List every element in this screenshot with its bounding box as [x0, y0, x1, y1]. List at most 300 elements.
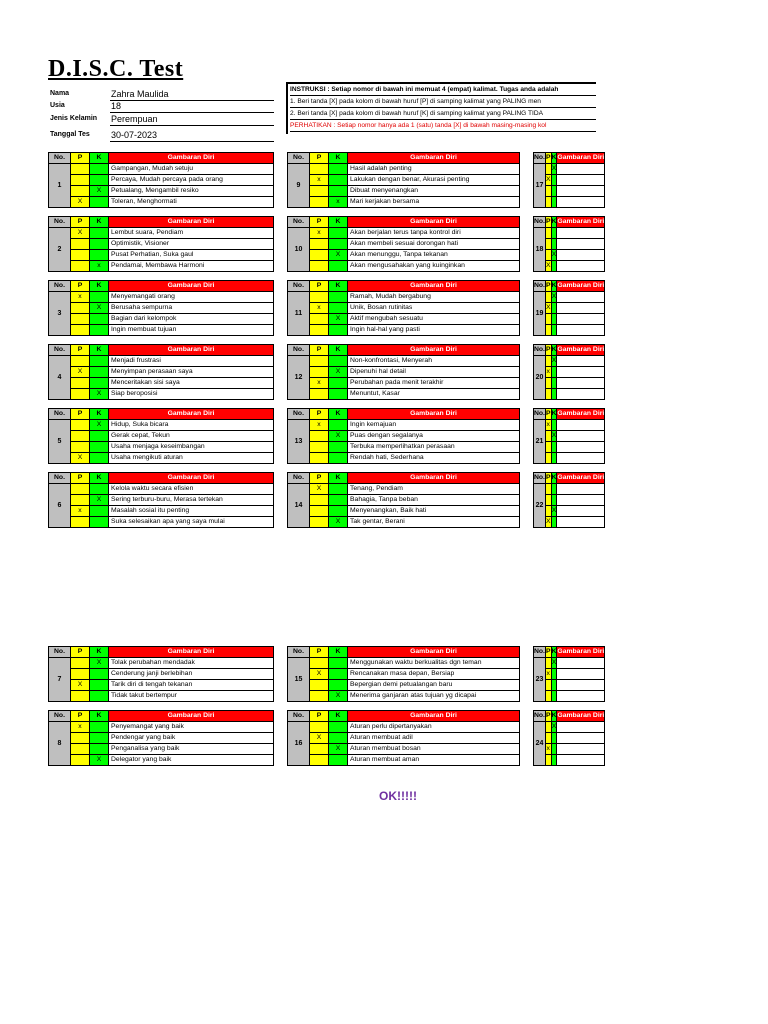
p-mark-cell[interactable]: x: [545, 669, 551, 680]
p-mark-cell[interactable]: [310, 261, 329, 272]
statement-text: Siap beroposisi: [109, 389, 274, 400]
statement-row: [49, 495, 274, 506]
header-p: P: [310, 711, 329, 722]
p-mark-cell[interactable]: x: [310, 420, 329, 431]
k-mark-cell[interactable]: X: [329, 744, 348, 755]
p-mark-cell[interactable]: [71, 250, 90, 261]
statement-text: [557, 755, 605, 766]
header-k: K: [329, 473, 348, 484]
p-mark-cell[interactable]: x: [310, 228, 329, 239]
header-no: No.: [49, 409, 71, 420]
statement-text: Aturan perlu dipertanyakan: [348, 722, 520, 733]
statement-text: Usaha menjaga keseimbangan: [109, 442, 274, 453]
header-k: K: [329, 711, 348, 722]
p-mark-cell[interactable]: x: [545, 420, 551, 431]
statement-row: [49, 325, 274, 336]
statement-text: Cenderung janji berlebihan: [109, 669, 274, 680]
statement-row: [288, 680, 520, 691]
k-mark-cell[interactable]: X: [90, 303, 109, 314]
k-mark-cell[interactable]: [329, 164, 348, 175]
header-p: P: [545, 473, 551, 484]
p-mark-cell[interactable]: X: [545, 175, 551, 186]
p-mark-cell[interactable]: X: [310, 733, 329, 744]
k-mark-cell[interactable]: X: [90, 389, 109, 400]
k-mark-cell[interactable]: [329, 420, 348, 431]
statement-row: [49, 420, 274, 431]
header-p: P: [71, 217, 90, 228]
question-number: 18: [534, 228, 546, 272]
p-mark-cell[interactable]: [310, 755, 329, 766]
info-value[interactable]: 18: [110, 100, 274, 113]
header-no: No.: [49, 281, 71, 292]
question-number: 12: [288, 356, 310, 400]
k-mark-cell[interactable]: X: [551, 250, 557, 261]
p-mark-cell[interactable]: [71, 495, 90, 506]
k-mark-cell[interactable]: [90, 250, 109, 261]
p-mark-cell[interactable]: [310, 431, 329, 442]
statement-text: Bagian dari kelompok: [109, 314, 274, 325]
p-mark-cell[interactable]: [310, 367, 329, 378]
statement-row: [534, 722, 605, 733]
p-mark-cell[interactable]: [310, 722, 329, 733]
k-mark-cell[interactable]: X: [329, 314, 348, 325]
k-mark-cell[interactable]: X: [90, 658, 109, 669]
statement-row: [288, 722, 520, 733]
header-gambaran-diri: Gambaran Diri: [348, 473, 520, 484]
header-p: P: [545, 281, 551, 292]
p-mark-cell[interactable]: X: [545, 261, 551, 272]
p-mark-cell[interactable]: x: [71, 506, 90, 517]
statement-row: [49, 722, 274, 733]
k-mark-cell[interactable]: [90, 228, 109, 239]
statement-text: Akan menunggu, Tanpa tekanan: [348, 250, 520, 261]
statement-row: [49, 744, 274, 755]
k-mark-cell[interactable]: X: [551, 164, 557, 175]
question-block-12: [287, 344, 520, 400]
p-mark-cell[interactable]: [310, 506, 329, 517]
p-mark-cell[interactable]: [71, 239, 90, 250]
k-mark-cell[interactable]: [329, 186, 348, 197]
k-mark-cell[interactable]: [90, 517, 109, 528]
k-mark-cell[interactable]: [90, 733, 109, 744]
statement-row: [49, 303, 274, 314]
k-mark-cell[interactable]: X: [329, 691, 348, 702]
k-mark-cell[interactable]: X: [329, 517, 348, 528]
k-mark-cell[interactable]: X: [90, 186, 109, 197]
p-mark-cell[interactable]: [310, 356, 329, 367]
k-mark-cell[interactable]: [90, 442, 109, 453]
question-block-4: [48, 344, 274, 400]
statement-text: Menggunakan waktu berkualitas dgn teman: [348, 658, 520, 669]
k-mark-cell[interactable]: X: [551, 356, 557, 367]
p-mark-cell[interactable]: [71, 186, 90, 197]
header-no: No.: [49, 473, 71, 484]
k-mark-cell[interactable]: X: [551, 431, 557, 442]
p-mark-cell[interactable]: [71, 261, 90, 272]
k-mark-cell[interactable]: [329, 669, 348, 680]
k-mark-cell[interactable]: X: [329, 250, 348, 261]
p-mark-cell[interactable]: [71, 325, 90, 336]
p-mark-cell[interactable]: X: [71, 367, 90, 378]
statement-text: [557, 484, 605, 495]
header-k: K: [551, 217, 557, 228]
p-mark-cell[interactable]: X: [71, 197, 90, 208]
header-gambaran-diri: Gambaran Diri: [557, 345, 605, 356]
p-mark-cell[interactable]: [310, 442, 329, 453]
statement-text: Dipenuhi hal detail: [348, 367, 520, 378]
k-mark-cell[interactable]: [90, 669, 109, 680]
statement-row: [288, 431, 520, 442]
header-p: P: [545, 711, 551, 722]
k-mark-cell[interactable]: X: [329, 367, 348, 378]
info-value[interactable]: Zahra Maulida: [110, 88, 274, 101]
p-mark-cell[interactable]: [310, 691, 329, 702]
p-mark-cell[interactable]: x: [545, 744, 551, 755]
header-k: K: [90, 281, 109, 292]
k-mark-cell[interactable]: [90, 484, 109, 495]
k-mark-cell[interactable]: [90, 356, 109, 367]
p-mark-cell[interactable]: [71, 691, 90, 702]
p-mark-cell[interactable]: [310, 325, 329, 336]
k-mark-cell[interactable]: [90, 453, 109, 464]
header-p: P: [545, 153, 551, 164]
p-mark-cell[interactable]: [310, 239, 329, 250]
statement-text: Tak gentar, Berani: [348, 517, 520, 528]
statement-text: [557, 239, 605, 250]
question-block-17: [533, 152, 605, 208]
statement-text: Perubahan pada menit terakhir: [348, 378, 520, 389]
header-no: No.: [288, 409, 310, 420]
statement-row: [49, 733, 274, 744]
statement-text: [557, 186, 605, 197]
k-mark-cell[interactable]: [90, 367, 109, 378]
k-mark-cell[interactable]: [90, 722, 109, 733]
header-k: K: [551, 711, 557, 722]
p-mark-cell[interactable]: [310, 389, 329, 400]
k-mark-cell[interactable]: [90, 314, 109, 325]
p-mark-cell[interactable]: x: [310, 175, 329, 186]
statement-text: Akan berjalan terus tanpa kontrol diri: [348, 228, 520, 239]
p-mark-cell[interactable]: x: [310, 378, 329, 389]
info-value[interactable]: 30-07-2023: [110, 129, 274, 142]
question-number: 13: [288, 420, 310, 464]
statement-text: Aturan membuat adil: [348, 733, 520, 744]
k-mark-cell[interactable]: [90, 431, 109, 442]
statement-row: [534, 658, 605, 669]
k-mark-cell[interactable]: [90, 744, 109, 755]
instruction-line-warning: PERHATIKAN : Setiap nomor hanya ada 1 (satu) tanda [X] di bawah masing-masing kol: [290, 120, 596, 132]
statement-text: Pendamai, Membawa Harmoni: [109, 261, 274, 272]
ok-label: OK!!!!!: [379, 789, 417, 803]
info-label: Tanggal Tes: [50, 131, 90, 138]
p-mark-cell[interactable]: [71, 389, 90, 400]
p-mark-cell[interactable]: [310, 658, 329, 669]
header-no: No.: [534, 153, 546, 164]
statement-text: Puas dengan segalanya: [348, 431, 520, 442]
p-mark-cell[interactable]: X: [71, 228, 90, 239]
k-mark-cell[interactable]: [329, 239, 348, 250]
statement-text: [557, 197, 605, 208]
header-k: K: [551, 345, 557, 356]
statement-row: [534, 164, 605, 175]
question-block-5: [48, 408, 274, 464]
statement-text: [557, 292, 605, 303]
header-p: P: [71, 153, 90, 164]
header-p: P: [310, 281, 329, 292]
statement-text: Penganalisa yang baik: [109, 744, 274, 755]
k-mark-cell[interactable]: [90, 680, 109, 691]
question-block-1: [48, 152, 274, 208]
p-mark-cell[interactable]: [310, 197, 329, 208]
statement-text: [557, 261, 605, 272]
k-mark-cell[interactable]: [90, 239, 109, 250]
statement-text: Ingin membuat tujuan: [109, 325, 274, 336]
p-mark-cell[interactable]: X: [310, 484, 329, 495]
k-mark-cell[interactable]: [329, 442, 348, 453]
p-mark-cell[interactable]: [71, 356, 90, 367]
k-mark-cell[interactable]: X: [551, 292, 557, 303]
k-mark-cell[interactable]: [90, 292, 109, 303]
p-mark-cell[interactable]: x: [545, 367, 551, 378]
p-mark-cell[interactable]: [71, 303, 90, 314]
p-mark-cell[interactable]: [71, 669, 90, 680]
p-mark-cell[interactable]: [71, 420, 90, 431]
question-block-3: [48, 280, 274, 336]
question-number: 4: [49, 356, 71, 400]
header-gambaran-diri: Gambaran Diri: [557, 409, 605, 420]
p-mark-cell[interactable]: [71, 658, 90, 669]
p-mark-cell[interactable]: [310, 744, 329, 755]
p-mark-cell[interactable]: [310, 292, 329, 303]
k-mark-cell[interactable]: X: [90, 755, 109, 766]
header-k: K: [329, 217, 348, 228]
p-mark-cell[interactable]: [310, 680, 329, 691]
info-label: Usia: [50, 102, 65, 109]
k-mark-cell[interactable]: x: [329, 197, 348, 208]
k-mark-cell[interactable]: [329, 378, 348, 389]
k-mark-cell[interactable]: X: [551, 722, 557, 733]
statement-text: Ramah, Mudah bergabung: [348, 292, 520, 303]
header-p: P: [545, 647, 551, 658]
p-mark-cell[interactable]: X: [545, 517, 551, 528]
statement-row: [49, 314, 274, 325]
p-mark-cell[interactable]: [71, 517, 90, 528]
header-p: P: [310, 345, 329, 356]
statement-row: [49, 292, 274, 303]
p-mark-cell[interactable]: [310, 250, 329, 261]
statement-row: [288, 658, 520, 669]
question-number: 21: [534, 420, 546, 464]
statement-row: [288, 691, 520, 702]
statement-row: [534, 356, 605, 367]
p-mark-cell[interactable]: [71, 378, 90, 389]
header-k: K: [90, 217, 109, 228]
p-mark-cell[interactable]: x: [71, 292, 90, 303]
info-label: Jenis Kelamin: [50, 115, 98, 122]
statement-text: Menyimpan perasaan saya: [109, 367, 274, 378]
p-mark-cell[interactable]: [310, 164, 329, 175]
statement-row: [49, 691, 274, 702]
k-mark-cell[interactable]: [329, 484, 348, 495]
p-mark-cell[interactable]: [71, 484, 90, 495]
header-gambaran-diri: Gambaran Diri: [109, 153, 274, 164]
k-mark-cell[interactable]: [329, 506, 348, 517]
question-block-10: [287, 216, 520, 272]
header-no: No.: [49, 217, 71, 228]
statement-text: [557, 175, 605, 186]
statement-text: Tolak perubahan mendadak: [109, 658, 274, 669]
statement-text: Toleran, Menghormati: [109, 197, 274, 208]
p-mark-cell[interactable]: [71, 164, 90, 175]
statement-text: Hasil adalah penting: [348, 164, 520, 175]
header-no: No.: [534, 409, 546, 420]
p-mark-cell[interactable]: x: [71, 722, 90, 733]
question-number: 11: [288, 292, 310, 336]
instruction-line: 1. Beri tanda [X] pada kolom di bawah huruf [P] di samping kalimat yang PALING men: [290, 96, 596, 108]
k-mark-cell[interactable]: X: [551, 506, 557, 517]
statement-row: [49, 228, 274, 239]
statement-text: Hidup, Suka bicara: [109, 420, 274, 431]
p-mark-cell[interactable]: X: [310, 669, 329, 680]
k-mark-cell[interactable]: X: [329, 431, 348, 442]
statement-row: [534, 420, 605, 431]
k-mark-cell[interactable]: [90, 691, 109, 702]
k-mark-cell[interactable]: [329, 292, 348, 303]
p-mark-cell[interactable]: [310, 495, 329, 506]
statement-row: [49, 164, 274, 175]
statement-row: [49, 453, 274, 464]
question-block-6: [48, 472, 274, 528]
question-block-16: [287, 710, 520, 766]
p-mark-cell[interactable]: [71, 442, 90, 453]
header-no: No.: [534, 711, 546, 722]
statement-row: [288, 378, 520, 389]
statement-row: [288, 356, 520, 367]
statement-row: [288, 303, 520, 314]
k-mark-cell[interactable]: [90, 378, 109, 389]
statement-row: [288, 744, 520, 755]
header-k: K: [329, 409, 348, 420]
statement-text: Tenang, Pendiam: [348, 484, 520, 495]
k-mark-cell[interactable]: X: [90, 420, 109, 431]
statement-text: [557, 495, 605, 506]
p-mark-cell[interactable]: [71, 314, 90, 325]
statement-row: [534, 228, 605, 239]
k-mark-cell[interactable]: [90, 175, 109, 186]
question-number: 15: [288, 658, 310, 702]
statement-text: Ingin kemajuan: [348, 420, 520, 431]
k-mark-cell[interactable]: [329, 453, 348, 464]
p-mark-cell[interactable]: [71, 744, 90, 755]
header-no: No.: [288, 217, 310, 228]
statement-text: [557, 228, 605, 239]
statement-row: [288, 250, 520, 261]
header-k: K: [90, 711, 109, 722]
statement-row: [288, 389, 520, 400]
header-no: No.: [534, 647, 546, 658]
k-mark-cell[interactable]: [329, 228, 348, 239]
k-mark-cell[interactable]: [329, 755, 348, 766]
k-mark-cell[interactable]: [329, 495, 348, 506]
p-mark-cell[interactable]: [310, 453, 329, 464]
info-jenis-kelamin: [48, 113, 274, 126]
statement-text: Masalah sosial itu penting: [109, 506, 274, 517]
k-mark-cell[interactable]: [90, 506, 109, 517]
p-mark-cell[interactable]: [71, 175, 90, 186]
question-block-21: [533, 408, 605, 464]
k-mark-cell[interactable]: [329, 733, 348, 744]
k-mark-cell[interactable]: [329, 261, 348, 272]
statement-text: [557, 506, 605, 517]
statement-text: Tidak takut bertempur: [109, 691, 274, 702]
p-mark-cell[interactable]: X: [71, 453, 90, 464]
p-mark-cell[interactable]: [71, 755, 90, 766]
header-gambaran-diri: Gambaran Diri: [109, 281, 274, 292]
statement-text: Kelola waktu secara efisien: [109, 484, 274, 495]
info-value[interactable]: Perempuan: [110, 113, 274, 126]
k-mark-cell[interactable]: [329, 303, 348, 314]
p-mark-cell[interactable]: [310, 186, 329, 197]
statement-text: [557, 250, 605, 261]
statement-row: [49, 442, 274, 453]
p-mark-cell[interactable]: x: [310, 303, 329, 314]
question-number: 6: [49, 484, 71, 528]
statement-text: [557, 691, 605, 702]
question-block-11: [287, 280, 520, 336]
k-mark-cell[interactable]: [329, 722, 348, 733]
header-gambaran-diri: Gambaran Diri: [109, 217, 274, 228]
statement-text: Bepergian demi petualangan baru: [348, 680, 520, 691]
statement-row: [49, 680, 274, 691]
p-mark-cell[interactable]: [310, 314, 329, 325]
p-mark-cell[interactable]: [71, 733, 90, 744]
k-mark-cell[interactable]: [90, 164, 109, 175]
k-mark-cell[interactable]: [90, 197, 109, 208]
question-block-15: [287, 646, 520, 702]
statement-row: [288, 453, 520, 464]
p-mark-cell[interactable]: X: [71, 680, 90, 691]
p-mark-cell[interactable]: X: [545, 303, 551, 314]
statement-text: [557, 303, 605, 314]
k-mark-cell[interactable]: [329, 680, 348, 691]
k-mark-cell[interactable]: [329, 658, 348, 669]
p-mark-cell[interactable]: [310, 517, 329, 528]
k-mark-cell[interactable]: X: [551, 658, 557, 669]
header-k: K: [551, 153, 557, 164]
p-mark-cell[interactable]: [71, 431, 90, 442]
k-mark-cell[interactable]: X: [90, 495, 109, 506]
k-mark-cell[interactable]: [90, 325, 109, 336]
statement-text: Lembut suara, Pendiam: [109, 228, 274, 239]
statement-text: [557, 680, 605, 691]
statement-text: Unik, Bosan rutinitas: [348, 303, 520, 314]
statement-text: [557, 420, 605, 431]
k-mark-cell[interactable]: [329, 356, 348, 367]
k-mark-cell[interactable]: x: [90, 261, 109, 272]
statement-text: [557, 325, 605, 336]
k-mark-cell[interactable]: [329, 325, 348, 336]
question-block-2: [48, 216, 274, 272]
k-mark-cell[interactable]: [329, 175, 348, 186]
statement-text: Menyenangkan, Baik hati: [348, 506, 520, 517]
statement-row: [288, 420, 520, 431]
statement-row: [288, 495, 520, 506]
header-no: No.: [534, 217, 546, 228]
header-no: No.: [534, 345, 546, 356]
k-mark-cell[interactable]: [329, 389, 348, 400]
question-block-23: [533, 646, 605, 702]
header-no: No.: [49, 647, 71, 658]
